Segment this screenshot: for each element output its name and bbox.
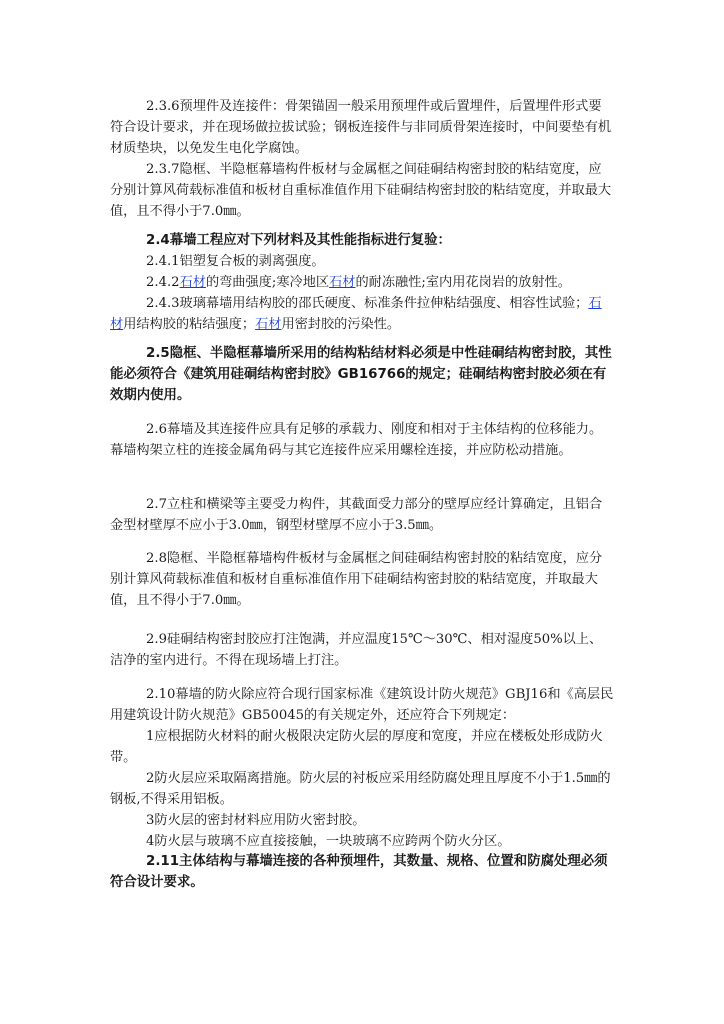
item-2-4-3-middle: 用结构胶的粘结强度； <box>123 317 256 332</box>
section-2-4 <box>110 230 614 335</box>
rule-2-10-3: 3防火层的密封材料应用防火密封胶。 <box>146 813 366 828</box>
rule-2-10-2: 2防火层应采取隔离措施。防火层的衬板应采用经防腐处理且厚度不小于1.5㎜的钢板,不得采用铝板。 <box>110 771 611 807</box>
stone-link[interactable]: 石材 <box>110 296 602 332</box>
paragraph-2-6: 2.6幕墙及其连接件应具有足够的承载力、刚度和相对于主体结构的位移能力。幕墙构架立柱的连接金属角码与其它连接件应采用螺栓连接，并应防松动措施。 <box>110 422 603 458</box>
item-2-4-2-middle: 的弯曲强度;寒冷地区 <box>205 275 330 290</box>
item-2-4-1: 2.4.1铝塑复合板的剥离强度。 <box>146 254 325 269</box>
heading-2-4: 2.4幕墙工程应对下列材料及其性能指标进行复验： <box>146 233 451 248</box>
item-2-4-2-suffix: 的耐冻融性;室内用花岗岩的放射性。 <box>355 275 571 290</box>
section-2-3-6 <box>110 96 614 159</box>
item-2-4-2 <box>110 272 614 293</box>
paragraph-2-8: 2.8隐框、半隐框幕墙构件板材与金属框之间硅硐结构密封胶的粘结宽度，应分别计算风荷载标准值和板材自重标准值作用下硅硐结构密封胶的粘结宽度，并取最大值，且不得小于7.0㎜。 <box>110 551 603 608</box>
section-2-11 <box>110 851 614 893</box>
rule-2-10-1: 1应根据防火材料的耐火极限决定防火层的厚度和宽度，并应在楼板处形成防火带。 <box>110 729 603 765</box>
item-2-4-3 <box>110 293 614 335</box>
section-2-7 <box>110 494 614 536</box>
section-2-10 <box>110 684 614 852</box>
paragraph-2-3-6: 2.3.6预埋件及连接件：骨架锚固一般采用预埋件或后置埋件，后置埋件形式要符合设计要求，并在现场做拉拔试验；钢板连接件与非同质骨架连接时，中间要垫有机材质垫块，以免发生电化学腐蚀。 <box>110 99 612 156</box>
paragraph-2-7: 2.7立柱和横梁等主要受力构件，其截面受力部分的壁厚应经计算确定，且铝合金型材壁厚不应小于3.0㎜，钢型材壁厚不应小于3.5㎜。 <box>110 497 603 533</box>
stone-link[interactable]: 石材 <box>179 275 206 290</box>
stone-link[interactable]: 石材 <box>329 275 356 290</box>
paragraph-2-3-7: 2.3.7隐框、半隐框幕墙构件板材与金属框之间硅硐结构密封胶的粘结宽度，应分别计算风荷载标准值和板材自重标准值作用下硅硐结构密封胶的粘结宽度，并取最大值，且不得小于7.0㎜。 <box>110 162 612 219</box>
stone-link[interactable]: 石材 <box>255 317 282 332</box>
rule-2-10-4: 4防火层与玻璃不应直接接触，一块玻璃不应跨两个防火分区。 <box>146 834 511 849</box>
paragraph-2-10-intro: 2.10幕墙的防火除应符合现行国家标准《建筑设计防火规范》GBJ16和《高层民用建筑设计防火规范》GB50045的有关规定外，还应符合下列规定： <box>110 687 614 723</box>
item-2-4-3-prefix: 2.4.3玻璃幕墙用结构胶的邵氏硬度、标准条件拉伸粘结强度、相容性试验； <box>146 296 589 311</box>
item-2-4-3-suffix: 用密封胶的污染性。 <box>281 317 401 332</box>
paragraph-2-9: 2.9硅硐结构密封胶应打注饱满，并应温度15℃～30℃、相对湿度50%以上、洁净的室内进行。不得在现场墙上打注。 <box>110 632 603 668</box>
paragraph-2-5: 2.5隐框、半隐框幕墙所采用的结构粘结材料必须是中性硅硐结构密封胶，其性能必须符合《建筑用硅硐结构密封胶》GB16766的规定；硅硐结构密封胶必须在有效期内使用。 <box>110 346 612 403</box>
section-2-8 <box>110 548 614 611</box>
paragraph-2-11: 2.11主体结构与幕墙连接的各种预埋件，其数量、规格、位置和防腐处理必须符合设计要求。 <box>110 854 608 890</box>
item-2-4-2-prefix: 2.4.2 <box>146 275 180 290</box>
section-2-5 <box>110 343 614 406</box>
section-2-6 <box>110 419 614 461</box>
section-2-3-7 <box>110 159 614 222</box>
section-2-9 <box>110 629 614 671</box>
